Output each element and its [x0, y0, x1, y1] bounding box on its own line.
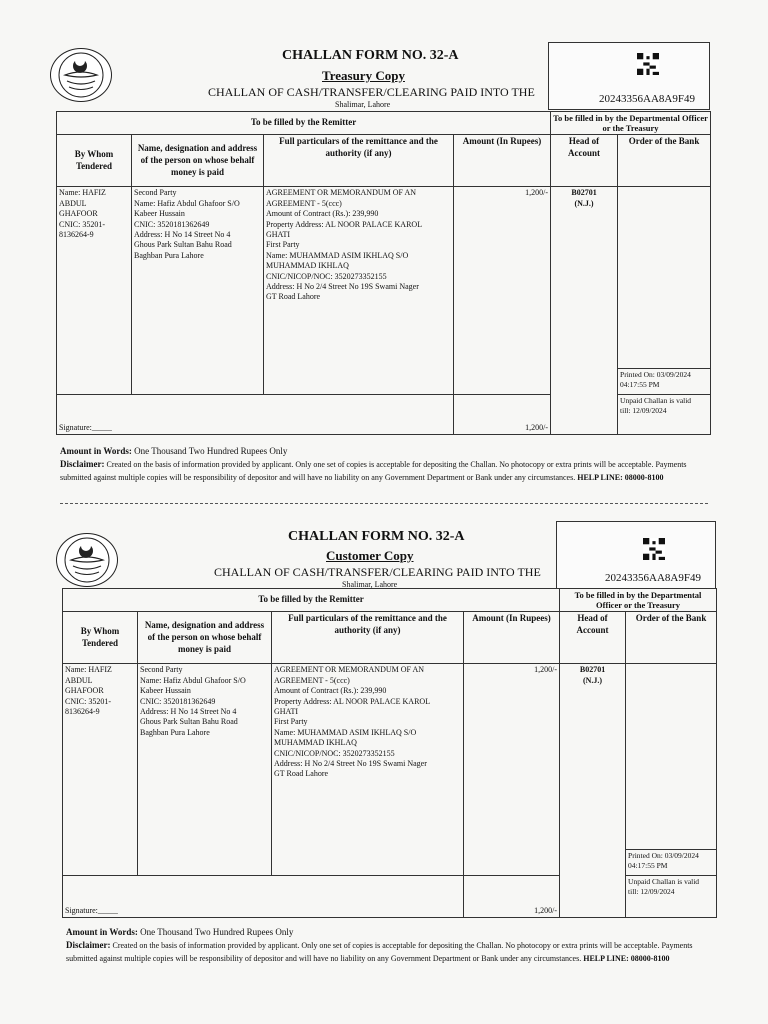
form-title: CHALLAN FORM NO. 32-A: [282, 48, 459, 63]
form-title: CHALLAN FORM NO. 32-A: [288, 529, 465, 544]
order-of-bank-cell: [618, 187, 711, 369]
amount-in-words: Amount in Words: One Thousand Two Hundred Rupees Only: [60, 446, 288, 456]
on-behalf-cell: Second Party Name: Hafiz Abdul Ghafoor S/O Kabeer Hussain CNIC: 3520181362649 Address: H No 14 Street No 4 Ghous Park Sultan Bahu Road Baghban Pura Lahore: [132, 187, 264, 395]
col-amount: Amount (In Rupees): [454, 135, 551, 187]
disclaimer: Disclaimer: Created on the basis of information provided by applicant. Only one set of copies is acceptable for depositing the Challan. No photocopy or extra prints will be acceptable. Payments submitted against multiple copies will be responsibility of depositor and will have no liability on any Government Department or Bank under any circumstances. HELP LINE: 08000-8100: [66, 940, 693, 963]
cut-line-divider: [60, 503, 708, 504]
col-full-particulars: Full particulars of the remittance and the authority (if any): [272, 612, 464, 664]
challan-table: [62, 588, 717, 918]
punjab-emblem-logo: [50, 48, 112, 102]
signature-cell: [57, 395, 454, 435]
particulars-cell: AGREEMENT OR MEMORANDUM OF AN AGREEMENT - 5(ccc) Amount of Contract (Rs.): 239,990 Property Address: AL NOOR PALACE KAROL GHATI First Party Name: MUHAMMAD ASIM IKHLAQ S/O MUHAMMAD IKHLAQ CNIC/NICOP/NOC: 3520273352155 Address: H No 2/4 Street No 19S Swami Nager GT Road Lahore: [272, 664, 464, 876]
punjab-emblem-logo: [56, 533, 118, 587]
on-behalf-cell: Second Party Name: Hafiz Abdul Ghafoor S/O Kabeer Hussain CNIC: 3520181362649 Address: H No 14 Street No 4 Ghous Park Sultan Bahu Road Baghban Pura Lahore: [138, 664, 272, 876]
form-subtitle: CHALLAN OF CASH/TRANSFER/CLEARING PAID INTO THE: [214, 565, 541, 579]
amount-cell: 1,200/-: [454, 187, 551, 395]
tendered-by-cell: Name: HAFIZ ABDUL GHAFOOR CNIC: 35201- 8136264-9: [57, 187, 132, 395]
treasury-location: Shalimar, Lahore: [335, 100, 391, 109]
col-by-whom-tendered: By Whom Tendered: [57, 135, 132, 187]
col-head-of-account: Head of Account: [560, 612, 626, 664]
col-full-particulars: Full particulars of the remittance and the authority (if any): [264, 135, 454, 187]
total-amount-cell: 1,200/-: [454, 395, 551, 435]
tendered-by-cell: Name: HAFIZ ABDUL GHAFOOR CNIC: 35201- 8136264-9: [63, 664, 138, 876]
remitter-header: To be filled by the Remitter: [63, 589, 560, 612]
particulars-cell: AGREEMENT OR MEMORANDUM OF AN AGREEMENT - 5(ccc) Amount of Contract (Rs.): 239,990 Property Address: AL NOOR PALACE KAROL GHATI First Party Name: MUHAMMAD ASIM IKHLAQ S/O MUHAMMAD IKHLAQ CNIC/NICOP/NOC: 3520273352155 Address: H No 2/4 Street No 19S Swami Nager GT Road Lahore: [264, 187, 454, 395]
departmental-header: To be filled in by the Departmental Officer or the Treasury: [560, 589, 717, 612]
qr-code-icon: [637, 53, 659, 75]
col-name-designation: Name, designation and address of the person on whose behalf money is paid: [138, 612, 272, 664]
total-amount-cell: 1,200/-: [464, 876, 560, 918]
challan-number: 20243356AA8A9F49: [605, 572, 701, 584]
challan-number: 20243356AA8A9F49: [599, 93, 695, 105]
remitter-header: To be filled by the Remitter: [57, 112, 551, 135]
signature-cell: [63, 876, 464, 918]
copy-type-label: Customer Copy: [326, 548, 414, 563]
amount-in-words: Amount in Words: One Thousand Two Hundred Rupees Only: [66, 927, 294, 937]
qr-code-icon: [643, 538, 665, 560]
unpaid-valid-cell: Unpaid Challan is valid till: 12/09/2024: [626, 876, 717, 918]
col-by-whom-tendered: By Whom Tendered: [63, 612, 138, 664]
signature-line: Signature:_____: [65, 905, 118, 915]
disclaimer: Disclaimer: Created on the basis of information provided by applicant. Only one set of copies is acceptable for depositing the Challan. No photocopy or extra prints will be acceptable. Payments submitted against multiple copies will be responsibility of depositor and will have no liability on any Government Department or Bank under any circumstances. HELP LINE: 08000-8100: [60, 459, 687, 482]
form-subtitle: CHALLAN OF CASH/TRANSFER/CLEARING PAID INTO THE: [208, 85, 535, 99]
challan-table: [56, 111, 711, 435]
col-amount: Amount (In Rupees): [464, 612, 560, 664]
unpaid-valid-cell: Unpaid Challan is valid till: 12/09/2024: [618, 395, 711, 435]
printed-on-cell: Printed On: 03/09/2024 04:17:55 PM: [626, 850, 717, 876]
departmental-header: To be filled in by the Departmental Officer or the Treasury: [551, 112, 711, 135]
col-order-of-bank: Order of the Bank: [618, 135, 711, 187]
head-of-account-cell: B02701 (N.J.): [560, 664, 626, 918]
signature-line: Signature:_____: [59, 422, 112, 432]
head-of-account-cell: B02701 (N.J.): [551, 187, 618, 435]
qr-code-box: [548, 42, 710, 110]
col-name-designation: Name, designation and address of the person on whose behalf money is paid: [132, 135, 264, 187]
col-head-of-account: Head of Account: [551, 135, 618, 187]
amount-cell: 1,200/-: [464, 664, 560, 876]
qr-code-box: [556, 521, 716, 589]
printed-on-cell: Printed On: 03/09/2024 04:17:55 PM: [618, 369, 711, 395]
col-order-of-bank: Order of the Bank: [626, 612, 717, 664]
treasury-location: Shalimar, Lahore: [342, 580, 398, 589]
copy-type-label: Treasury Copy: [322, 68, 405, 83]
order-of-bank-cell: [626, 664, 717, 850]
